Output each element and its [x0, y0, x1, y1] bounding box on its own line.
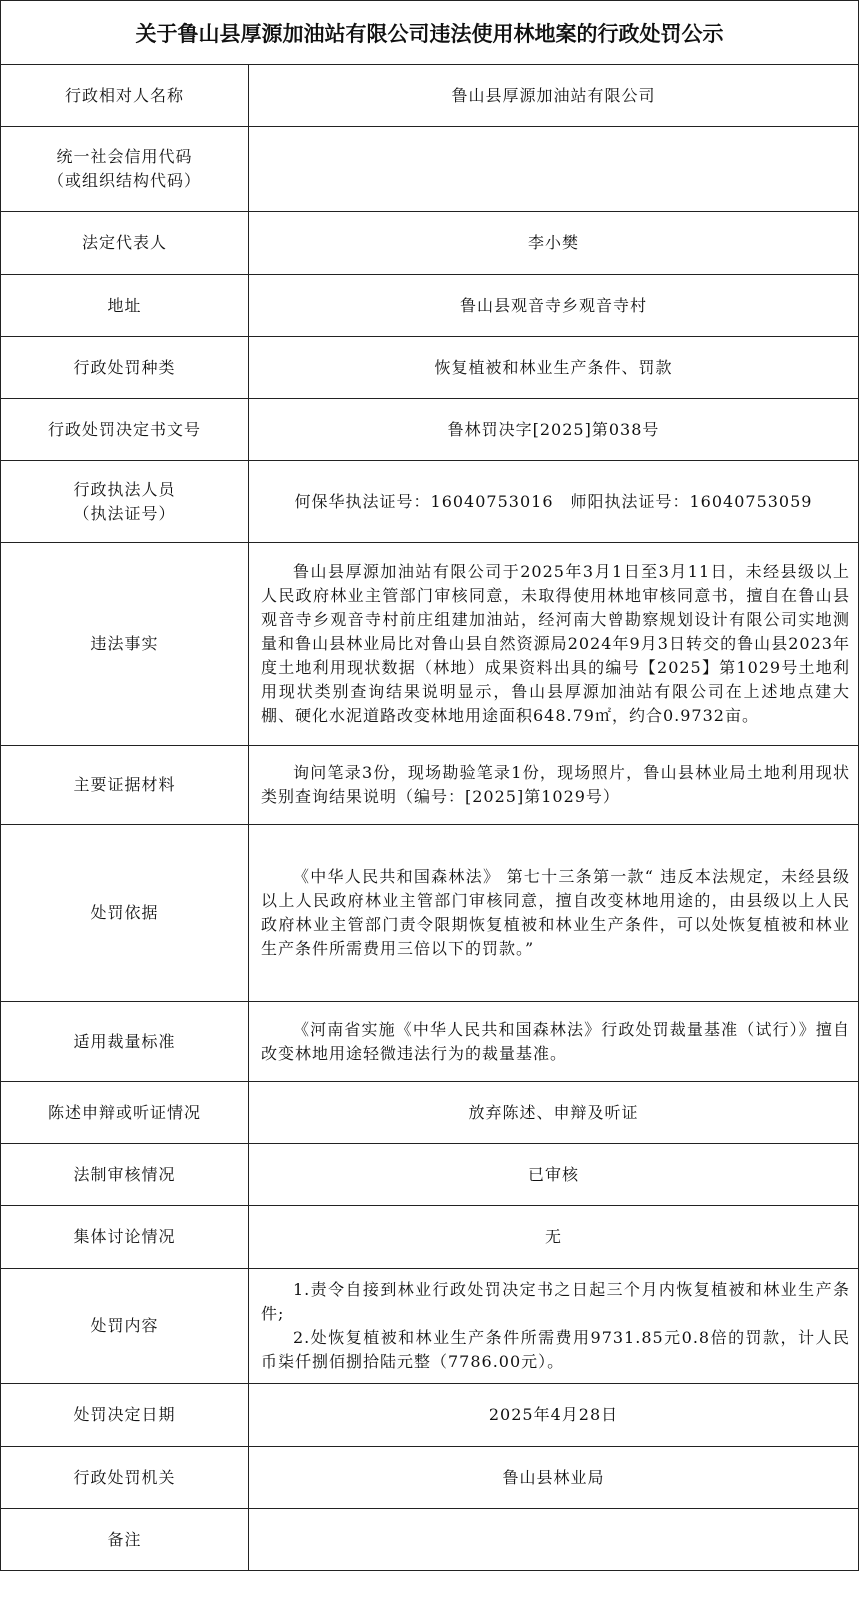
- row-label: 处罚依据: [1, 825, 249, 1002]
- penalty-item: 2.处恢复植被和林业生产条件所需费用9731.85元0.8倍的罚款，计人民币柒仟捌佰捌拾陆元整（7786.00元）。: [261, 1328, 850, 1371]
- row-value: 李小樊: [249, 212, 859, 275]
- row-value: 无: [249, 1206, 859, 1269]
- table-row: [1, 399, 859, 461]
- row-label: [1, 461, 249, 543]
- row-value: 2025年4月28日: [249, 1384, 859, 1447]
- row-value: [249, 1002, 859, 1082]
- row-value: [249, 127, 859, 212]
- row-value: [249, 1269, 859, 1384]
- row-label: 处罚内容: [1, 1269, 249, 1384]
- table-row: [1, 65, 859, 127]
- penalty-table: [0, 64, 859, 1571]
- table-row: [1, 1384, 859, 1447]
- table-row: [1, 461, 859, 543]
- row-label: 行政处罚决定书文号: [1, 399, 249, 461]
- row-value: 放弃陈述、申辩及听证: [249, 1082, 859, 1144]
- table-row: [1, 1447, 859, 1509]
- table-row: [1, 1269, 859, 1384]
- paragraph: 询问笔录3份，现场勘验笔录1份，现场照片，鲁山县林业局土地利用现状类别查询结果说明（编号：[2025]第1029号）: [261, 763, 850, 806]
- row-value: 恢复植被和林业生产条件、罚款: [249, 337, 859, 399]
- label-line: 行政执法人员: [73, 479, 176, 499]
- row-label: 主要证据材料: [1, 746, 249, 825]
- table-row: [1, 337, 859, 399]
- table-row: [1, 1082, 859, 1144]
- penalty-item: 1.责令自接到林业行政处罚决定书之日起三个月内恢复植被和林业生产条件;: [261, 1280, 850, 1323]
- table-row: [1, 543, 859, 746]
- row-label: 行政相对人名称: [1, 65, 249, 127]
- row-label: 行政处罚机关: [1, 1447, 249, 1509]
- paragraph: 鲁山县厚源加油站有限公司于2025年3月1日至3月11日，未经县级以上人民政府林业主管部门审核同意，未取得使用林地审核同意书，擅自在鲁山县观音寺乡观音寺村前庄组建加油站，经河南大曾勘察规划设计有限公司实地测量和鲁山县林业局比对鲁山县自然资源局2024年9月3日转交的鲁山县2023年度土地利用现状数据（林地）成果资料出具的编号【2025】第1029号土地利用现状类别查询结果说明显示，鲁山县厚源加油站有限公司在上述地点建大棚、硬化水泥道路改变林地用途面积648.79㎡，约合0.9732亩。: [261, 562, 850, 725]
- row-label: 处罚决定日期: [1, 1384, 249, 1447]
- label-line: 统一社会信用代码: [56, 147, 193, 166]
- table-row: [1, 275, 859, 337]
- row-value: [249, 825, 859, 1002]
- paragraph: 《中华人民共和国森林法》 第七十三条第一款“ 违反本法规定，未经县级以上人民政府林业主管部门审核同意，擅自改变林地用途的，由县级以上人民政府林业主管部门责令限期恢复植被和林业生产条件，可以处恢复植被和林业生产条件所需费用三倍以下的罚款。”: [261, 867, 850, 958]
- row-label: 违法事实: [1, 543, 249, 746]
- row-label: [1, 127, 249, 212]
- paragraph: 《河南省实施《中华人民共和国森林法》行政处罚裁量基准（试行）》擅自改变林地用途轻微违法行为的裁量基准。: [261, 1019, 850, 1063]
- row-label: 备注: [1, 1509, 249, 1571]
- row-value: 鲁山县厚源加油站有限公司: [249, 65, 859, 127]
- row-label: 法制审核情况: [1, 1144, 249, 1206]
- row-label: 行政处罚种类: [1, 337, 249, 399]
- row-label: 适用裁量标准: [1, 1002, 249, 1082]
- row-label: 陈述申辩或听证情况: [1, 1082, 249, 1144]
- table-row: [1, 127, 859, 212]
- row-value: 鲁山县林业局: [249, 1447, 859, 1509]
- label-line: （或组织结构代码）: [47, 171, 201, 190]
- row-value: [249, 1509, 859, 1571]
- table-row: [1, 1206, 859, 1269]
- row-value: 何保华执法证号：16040753016 师阳执法证号：16040753059: [249, 461, 859, 543]
- row-value: 已审核: [249, 1144, 859, 1206]
- row-value: 鲁林罚决字[2025]第038号: [249, 399, 859, 461]
- table-row: [1, 746, 859, 825]
- row-label: 集体讨论情况: [1, 1206, 249, 1269]
- page-title: 关于鲁山县厚源加油站有限公司违法使用林地案的行政处罚公示: [0, 0, 859, 64]
- row-label: 地址: [1, 275, 249, 337]
- row-value: [249, 543, 859, 746]
- row-label: 法定代表人: [1, 212, 249, 275]
- row-value: [249, 746, 859, 825]
- table-row: [1, 1144, 859, 1206]
- table-row: [1, 1509, 859, 1571]
- table-row: [1, 825, 859, 1002]
- table-row: [1, 1002, 859, 1082]
- label-line: （执法证号）: [73, 503, 176, 523]
- row-value: 鲁山县观音寺乡观音寺村: [249, 275, 859, 337]
- table-row: [1, 212, 859, 275]
